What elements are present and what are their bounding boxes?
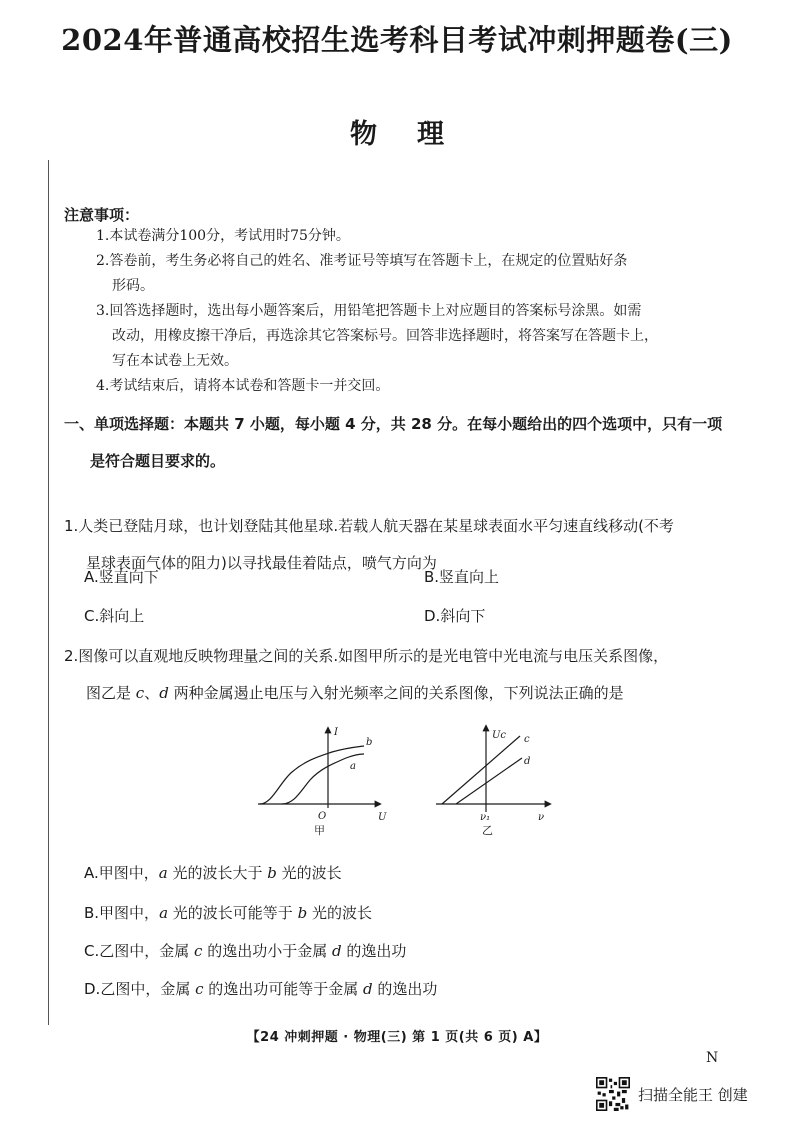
- jia-x-label: U: [378, 812, 387, 823]
- yi-line-c-label: c: [524, 734, 530, 745]
- notice-item: 3.回答选择题时，选出每小题答案后，用铅笔把答题卡上对应题目的答案标号涂黑。如需: [96, 303, 642, 319]
- q1-option-b[interactable]: B.竖直向上: [424, 568, 500, 586]
- yi-line-d-label: d: [524, 756, 531, 767]
- binding-line: [48, 160, 49, 1025]
- notice-item: 4.考试结束后，请将本试卷和答题卡一并交回。: [96, 378, 390, 394]
- q2-option-a[interactable]: A.甲图中，a 光的波长大于 b 光的波长: [84, 864, 342, 882]
- jia-curve-a-label: a: [350, 761, 356, 772]
- question-1: [64, 508, 744, 582]
- notice-heading: 注意事项：: [64, 206, 140, 224]
- question-2-line-2: 图乙是 c、d 两种金属遏止电压与入射光频率之间的关系图像，下列说法正确的是: [86, 684, 624, 702]
- question-1-line-1: 1.人类已登陆月球，也计划登陆其他星球.若载人航天器在某星球表面水平匀速直线移动(不考: [64, 517, 674, 535]
- scanner-watermark: [596, 1076, 748, 1112]
- question-2-figures: [250, 722, 570, 842]
- section-line-2: 是符合题目要求的。: [90, 452, 226, 470]
- section-line-1: 一、单项选择题：本题共 7 小题，每小题 4 分，共 28 分。在每小题给出的四个选项中，只有一项: [64, 415, 723, 433]
- yi-line-d: [456, 758, 522, 804]
- jia-y-label: I: [334, 727, 338, 738]
- corner-mark: N: [706, 1050, 719, 1066]
- q1-option-c[interactable]: C.斜向上: [84, 607, 145, 625]
- q2-option-b[interactable]: B.甲图中，a 光的波长可能等于 b 光的波长: [84, 904, 372, 922]
- figure-yi-caption: 乙: [482, 824, 493, 837]
- question-2-line-1: 2.图像可以直观地反映物理量之间的关系.如图甲所示的是光电管中光电流与电压关系图像，: [64, 647, 669, 665]
- q2-option-c[interactable]: C.乙图中，金属 c 的逸出功小于金属 d 的逸出功: [84, 942, 407, 960]
- jia-curve-b-label: b: [366, 737, 373, 748]
- notice-item-continued: 改动，用橡皮擦干净后，再选涂其它答案标号。回答非选择题时，将答案写在答题卡上，: [112, 328, 658, 344]
- notice-list: [96, 224, 756, 399]
- question-2: [64, 638, 744, 712]
- q1-option-a[interactable]: A.竖直向下: [84, 568, 159, 586]
- q1-option-d[interactable]: D.斜向下: [424, 607, 486, 625]
- notice-item-continued: 写在本试卷上无效。: [112, 353, 238, 369]
- metal-c-label: c: [135, 684, 145, 702]
- figure-jia: [258, 728, 380, 808]
- yi-x-label: ν: [538, 812, 545, 823]
- notice-item: 2.答卷前，考生务必将自己的姓名、准考证号等填写在答题卡上，在规定的位置贴好条: [96, 253, 628, 269]
- exam-title: 2024年普通高校招生选考科目考试冲刺押题卷(三): [61, 23, 733, 57]
- notice-item-continued: 形码。: [112, 278, 154, 294]
- metal-d-label: d: [159, 684, 169, 702]
- page-footer: 【24 冲刺押题 · 物理(三) 第 1 页(共 6 页) A】: [246, 1030, 548, 1045]
- jia-curve-a: [260, 746, 364, 804]
- yi-y-label: Uc: [492, 730, 507, 741]
- question-1-line-2: 星球表面气体的阻力)以寻找最佳着陆点，喷气方向为: [86, 554, 437, 572]
- yi-line-c: [442, 736, 520, 804]
- figure-jia-caption: 甲: [314, 824, 325, 837]
- subject-title: 物理: [350, 119, 484, 150]
- scanner-label: 扫描全能王 创建: [638, 1085, 748, 1104]
- notice-item: 1.本试卷满分100分，考试用时75分钟。: [96, 228, 350, 244]
- yi-x-mark: ν₁: [480, 812, 491, 823]
- section-heading: [64, 406, 744, 480]
- q2-option-d[interactable]: D.乙图中，金属 c 的逸出功可能等于金属 d 的逸出功: [84, 980, 438, 998]
- qr-code-icon: [596, 1077, 630, 1111]
- jia-origin-label: O: [318, 811, 327, 822]
